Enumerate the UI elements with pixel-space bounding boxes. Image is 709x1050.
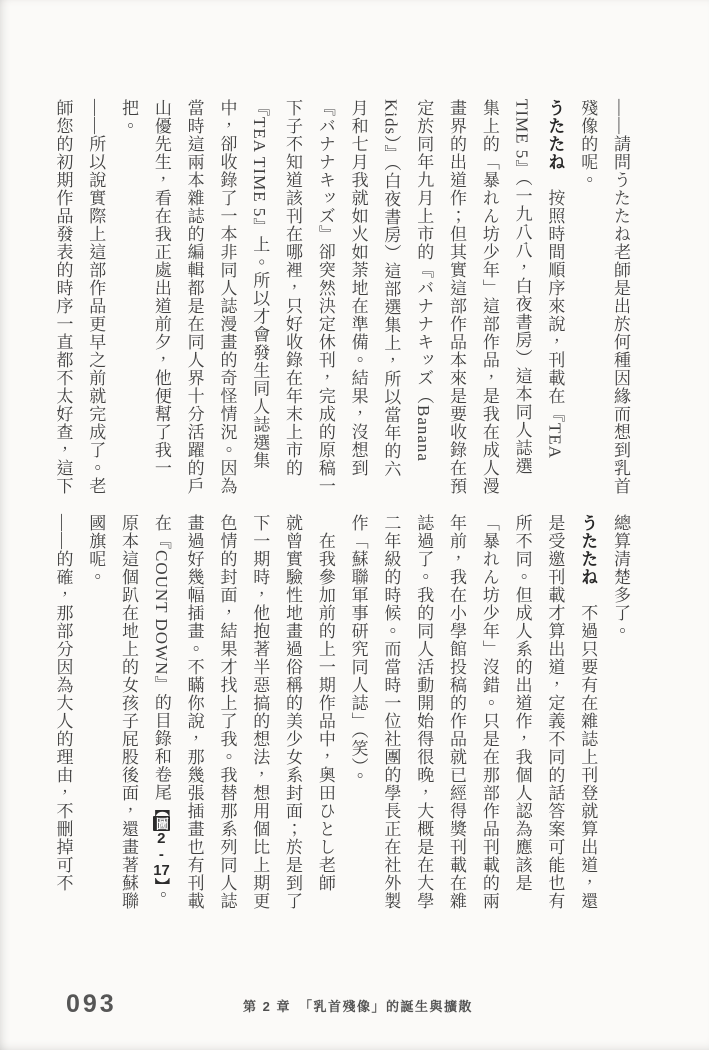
text-line: 師您的初期作品發表的時序一直都不太好查，這下 [53,99,73,495]
text-line: ——請問うたたね老師是出於何種因緣而想到乳首 [611,99,630,495]
text-line: 二年級的時候。而當時一位社團的學長正在社外製 [381,514,401,910]
text-line: 作「蘇聯軍事研究同人誌」（笑）。 [348,514,368,785]
page-number: 093 [66,990,117,1018]
text-line: TIME 5』（一九八八，白夜書房）這本同人誌選 [512,99,532,475]
text-line: 畫界的出道作；但其實這部作品本來是要收錄在預 [447,99,467,495]
figure-box-icon: 圖 [153,817,169,831]
text-line: 『TEA TIME 5』上。所以才會發生同人誌選集 [250,99,270,470]
text-line: 把。 [119,99,139,135]
text-line: うたたね 不過只要有在雜誌上刊登就算出道，還 [578,514,598,910]
text-line: 國旗呢。 [86,514,106,586]
text-line: 定於同年九月上市的『バナナキッズ（Banana [414,99,434,462]
text-line: 畫過好幾幅插畫。不瞞你說，那幾張插畫也有刊載 [184,514,204,910]
text-line: 中，卻收錄了一本非同人誌漫畫的奇怪情況。因為 [217,99,237,495]
text-line: 誌過了。我的同人活動開始得很晚，大概是在大學 [414,514,434,910]
text-line: 當時這兩本雜誌的編輯都是在同人界十分活躍的戶 [184,99,204,495]
text-line: うたたね 按照時間順序來說，刊載在『TEA [545,99,565,460]
speaker-name: うたたね [545,99,565,171]
text-line: 『バナナキッズ』卻突然決定休刊，完成的原稿一 [315,99,335,495]
text-line: ——所以說實際上這部作品更早之前就完成了。老 [86,99,106,495]
figure-number-dash: - [152,846,170,864]
text-band-top [46,99,636,499]
figure-number: 17 [153,863,170,879]
text-line: ——的確，那部分因為大人的理由，不刪掉可不 [53,514,73,892]
text-line: 所不同。但成人系的出道作，我個人認為應該是 [512,514,532,892]
footer-chapter-title: 第 2 章 「乳首殘像」的誕生與擴散 [243,999,473,1014]
text-line: 總算清楚多了。 [611,514,630,640]
text-line: 下子不知道該刊在哪裡，只好收錄在年末上市的 [283,99,303,477]
text-line: 「暴れん坊少年」沒錯。只是在那部作品刊載的兩 [479,514,499,910]
text-line: 山優先生，看在我正處出道前夕，他便幫了我一 [151,99,171,477]
speaker-name: うたたね [578,514,598,586]
text-line: 是受邀刊載才算出道，定義不同的話答案可能也有 [545,514,565,910]
text-band-bottom [46,514,636,914]
text-line: 殘像的呢。 [578,99,598,189]
text-line: 就曾實驗性地畫過俗稱的美少女系封面；於是到了 [283,514,303,910]
text-line: 原本這個趴在地上的女孩子屁股後面，還畫著蘇聯 [119,514,139,910]
text-line: 月和七月我就如火如荼地在準備。結果，沒想到 [348,99,368,477]
figure-number: 2 [157,831,166,847]
text-line: 在我參加前的上一期作品中，奧田ひとし老師 [315,514,335,892]
text-line: 集上的「暴れん坊少年」這部作品，是我在成人漫 [479,99,499,495]
figure-reference: 【圖2-17】 [152,801,170,886]
text-line: 下一期時，他抱著半惡搞的想法，想用個比上期更 [250,514,270,910]
text-line: Kids）』（白夜書房）這部選集上，所以當年的六 [381,99,401,479]
text-line: 色情的封面，結果才找上了我。我替那系列同人誌 [217,514,237,910]
text-line: 在『COUNT DOWN』的目錄和卷尾【圖2-17】。 [151,514,171,904]
text-line: 年前，我在小學館投稿的作品就已經得獎刊載在雜 [447,514,467,910]
